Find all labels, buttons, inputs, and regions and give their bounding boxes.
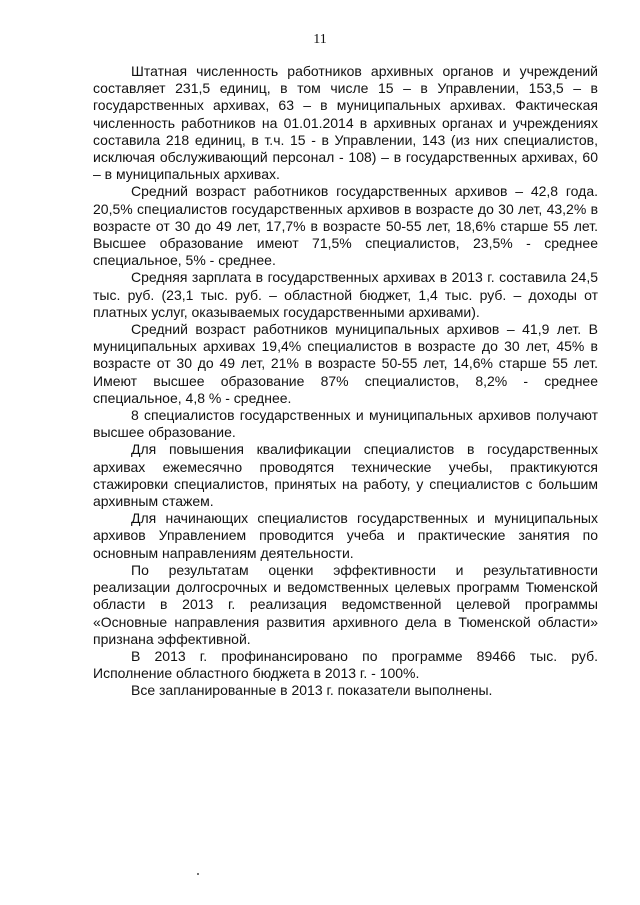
scan-artifact <box>197 873 199 875</box>
paragraph-higher-education: 8 специалистов государственных и муниципальных архивов получают высшее образование. <box>93 407 598 441</box>
paragraph-staff-numbers: Штатная численность работников архивных органов и учреждений составляет 231,5 единиц, в том числе 15 – в Управлении, 153,5 – в государственных архивах, 63 – в муниципальных архивах. Фактическая численность работников на 01.01.2014 в архивных органах и учреждениях составила 218 единиц, в т.ч. 15 - в Управлении, 143 (из них специалистов, исключая обслуживающий персонал - 108) – в государственных архивах, 60 – в муниципальных архивах. <box>93 63 598 183</box>
paragraph-state-archive-age: Средний возраст работников государственных архивов – 42,8 года. 20,5% специалистов государственных архивов в возрасте до 30 лет, 43,2% в возрасте от 30 до 49 лет, 17,7% в возрасте 50-55 лет, 18,6% старше 55 лет. Высшее образование имеют 71,5% специалистов, 23,5% - среднее специальное, 5% - среднее. <box>93 183 598 269</box>
paragraph-municipal-archive-age: Средний возраст работников муниципальных архивов – 41,9 лет. В муниципальных архивах 19,4% специалистов в возрасте до 30 лет, 45% в возрасте от 30 до 49 лет, 21% в возрасте 50-55 лет, 14,6% старше 55 лет. Имеют высшее образование 87% специалистов, 8,2% - среднее специальное, 4,8 % - среднее. <box>93 321 598 406</box>
paragraph-salary: Средняя зарплата в государственных архивах в 2013 г. составила 24,5 тыс. руб. (23,1 тыс. руб. – областной бюджет, 1,4 тыс. руб. – доходы от платных услуг, оказываемых государственными архивами). <box>93 269 598 320</box>
paragraph-qualification: Для повышения квалификации специалистов в государственных архивах ежемесячно проводятся технические учебы, практикуются стажировки специалистов, принятых на работу, у специалистов с большим архивным стажем. <box>93 441 598 510</box>
paragraph-training: Для начинающих специалистов государственных и муниципальных архивов Управлением проводится учеба и практические занятия по основным направлениям деятельности. <box>93 510 598 561</box>
page-number: 11 <box>313 32 327 47</box>
page-body <box>93 63 598 700</box>
paragraph-conclusion: Все запланированные в 2013 г. показатели выполнены. <box>131 682 493 699</box>
paragraph-program-evaluation: По результатам оценки эффективности и результативности реализации долгосрочных и ведомственных целевых программ Тюменской области в 2013 г. реализация ведомственной целевой программы «Основные направления развития архивного дела в Тюменской области» признана эффективной. <box>93 561 598 647</box>
paragraph-financing: В 2013 г. профинансировано по программе 89466 тыс. руб. Исполнение областного бюджета в 2013 г. - 100%. <box>93 647 598 682</box>
